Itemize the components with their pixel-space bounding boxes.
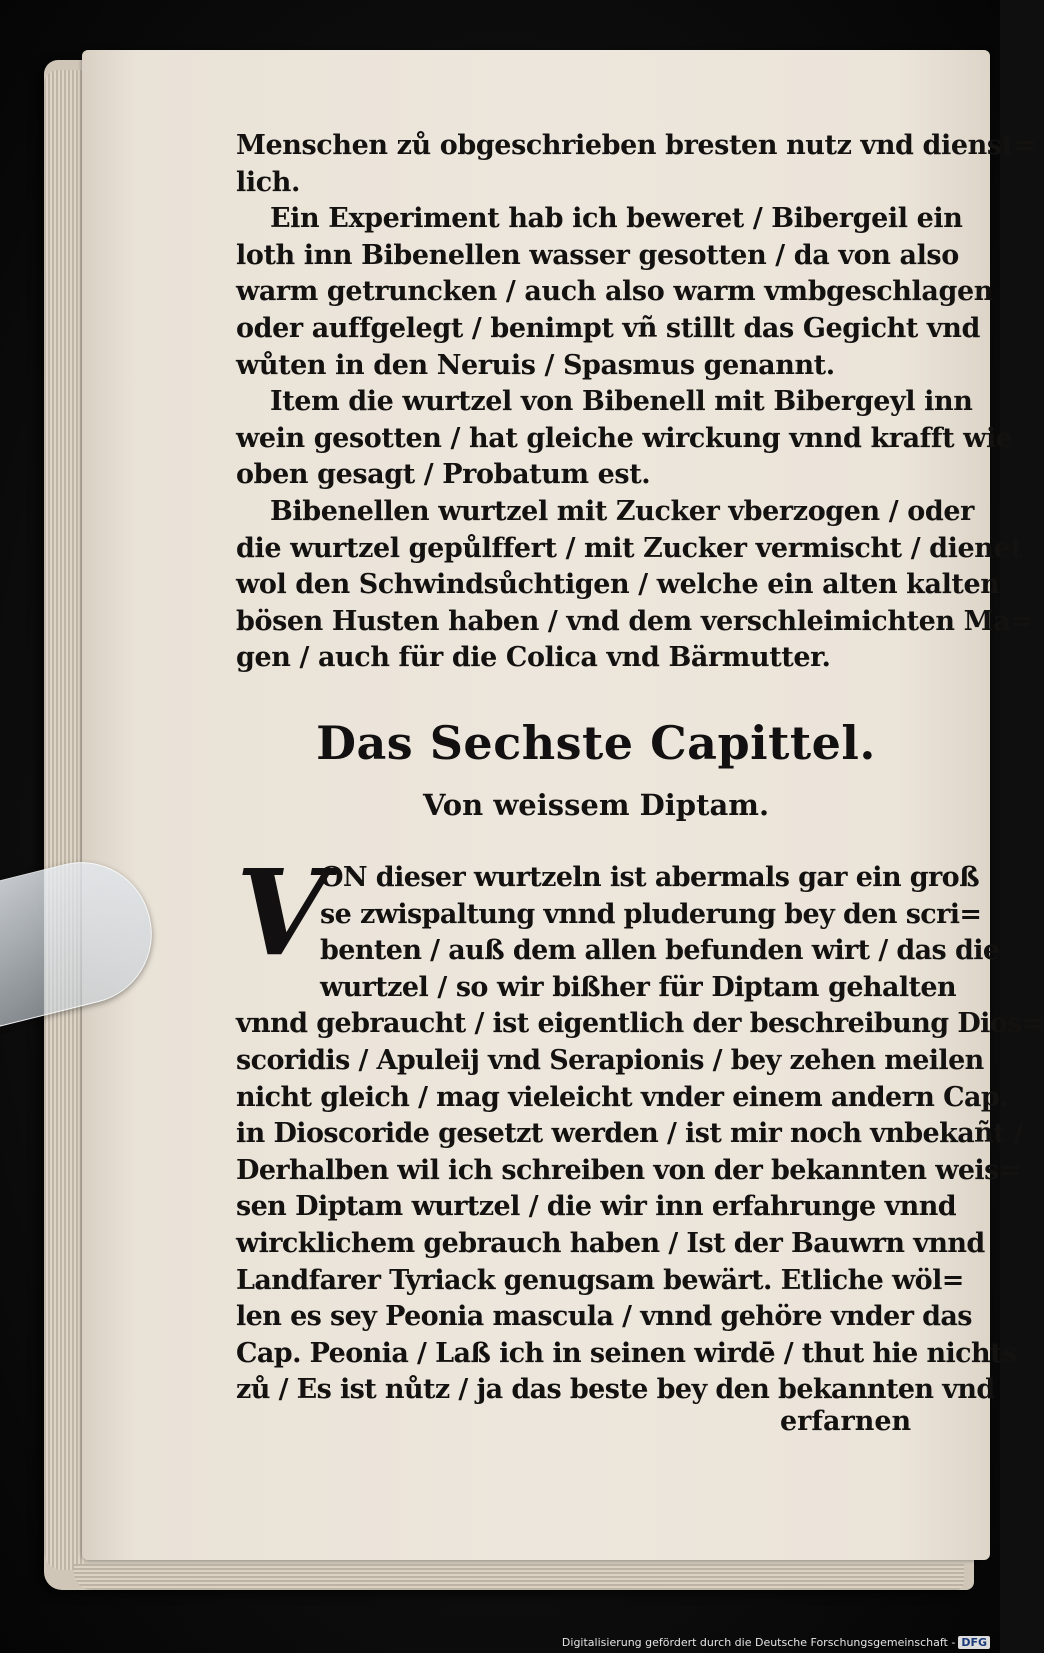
- digitization-credit: [562, 1636, 990, 1649]
- text-line: Cap. Peonia / Laß ich in seinen wirdē / thut hie nichts: [236, 1337, 1017, 1369]
- text-line: bösen Husten haben / vnd dem verschleimichten Ma=: [236, 605, 1033, 637]
- text-line: sen Diptam wurtzel / die wir inn erfahrunge vnnd: [236, 1191, 956, 1223]
- text-line: benten / auß dem allen befunden wirt / das die: [320, 935, 1000, 967]
- text-line: vnnd gebraucht / ist eigentlich der beschreibung Dios=: [236, 1008, 1044, 1040]
- text-line: wůten in den Neruis / Spasmus genannt.: [236, 349, 835, 381]
- text-chapter: [236, 843, 1044, 1409]
- text-line: nicht gleich / mag vieleicht vnder einem andern Cap.: [236, 1081, 1008, 1113]
- text-top: [236, 128, 1036, 677]
- text-line: warm getruncken / auch also warm vmbgeschlagen: [236, 276, 993, 308]
- text-line: wircklichem gebrauch haben / Ist der Bauwrn vnnd: [236, 1227, 985, 1259]
- chapter-title: Das Sechste Capittel.: [316, 716, 876, 770]
- text-line: wein gesotten / hat gleiche wirckung vnnd krafft wie: [236, 422, 1013, 454]
- text-line: loth inn Bibenellen wasser gesotten / da von also: [236, 239, 959, 271]
- text-line: se zwispaltung vnnd pluderung bey den scri=: [320, 898, 982, 930]
- catchword: erfarnen: [780, 1406, 912, 1437]
- dfg-logo: DFG: [958, 1636, 990, 1649]
- text-line: Landfarer Tyriack genugsam bewärt. Etliche wöl=: [236, 1264, 964, 1296]
- text-line: oben gesagt / Probatum est.: [236, 459, 651, 491]
- text-line: gen / auch für die Colica vnd Bärmutter.: [236, 642, 831, 674]
- text-line: Derhalben wil ich schreiben von der bekannten weis=: [236, 1154, 1021, 1186]
- chapter-subtitle: Von weissem Diptam.: [422, 788, 770, 822]
- text-line: Menschen zů obgeschrieben bresten nutz vnd dienst=: [236, 130, 1036, 161]
- text-line: wol den Schwindsůchtigen / welche ein alten kalten: [236, 569, 1000, 601]
- text-line: ON dieser wurtzeln ist abermals gar ein groß: [320, 862, 980, 893]
- text-line: oder auffgelegt / benimpt vñ stillt das Gegicht vnd: [236, 312, 980, 344]
- text-line: lich.: [236, 166, 300, 198]
- text-line: zů / Es ist nůtz / ja das beste bey den bekannten vnd: [236, 1374, 995, 1406]
- text-line: in Dioscoride gesetzt werden / ist mir noch vnbekañt /: [236, 1118, 1024, 1150]
- text-line: Ein Experiment hab ich beweret / Bibergeil ein: [270, 203, 963, 235]
- text-line: wurtzel / so wir bißher für Diptam gehalten: [320, 971, 956, 1003]
- text-line: Bibenellen wurtzel mit Zucker vberzogen / oder: [270, 495, 974, 527]
- text-line: len es sey Peonia mascula / vnnd gehöre vnder das: [236, 1301, 972, 1333]
- text-line: die wurtzel gepůlffert / mit Zucker vermischt / dienet: [236, 532, 1023, 564]
- drop-cap: V: [236, 843, 328, 982]
- text-line: scoridis / Apuleij vnd Serapionis / bey zehen meilen: [236, 1044, 984, 1076]
- credit-text: Digitalisierung gefördert durch die Deutsche Forschungsgemeinschaft -: [561, 1636, 956, 1649]
- text-line: Item die wurtzel von Bibenell mit Bibergeyl inn: [270, 386, 973, 418]
